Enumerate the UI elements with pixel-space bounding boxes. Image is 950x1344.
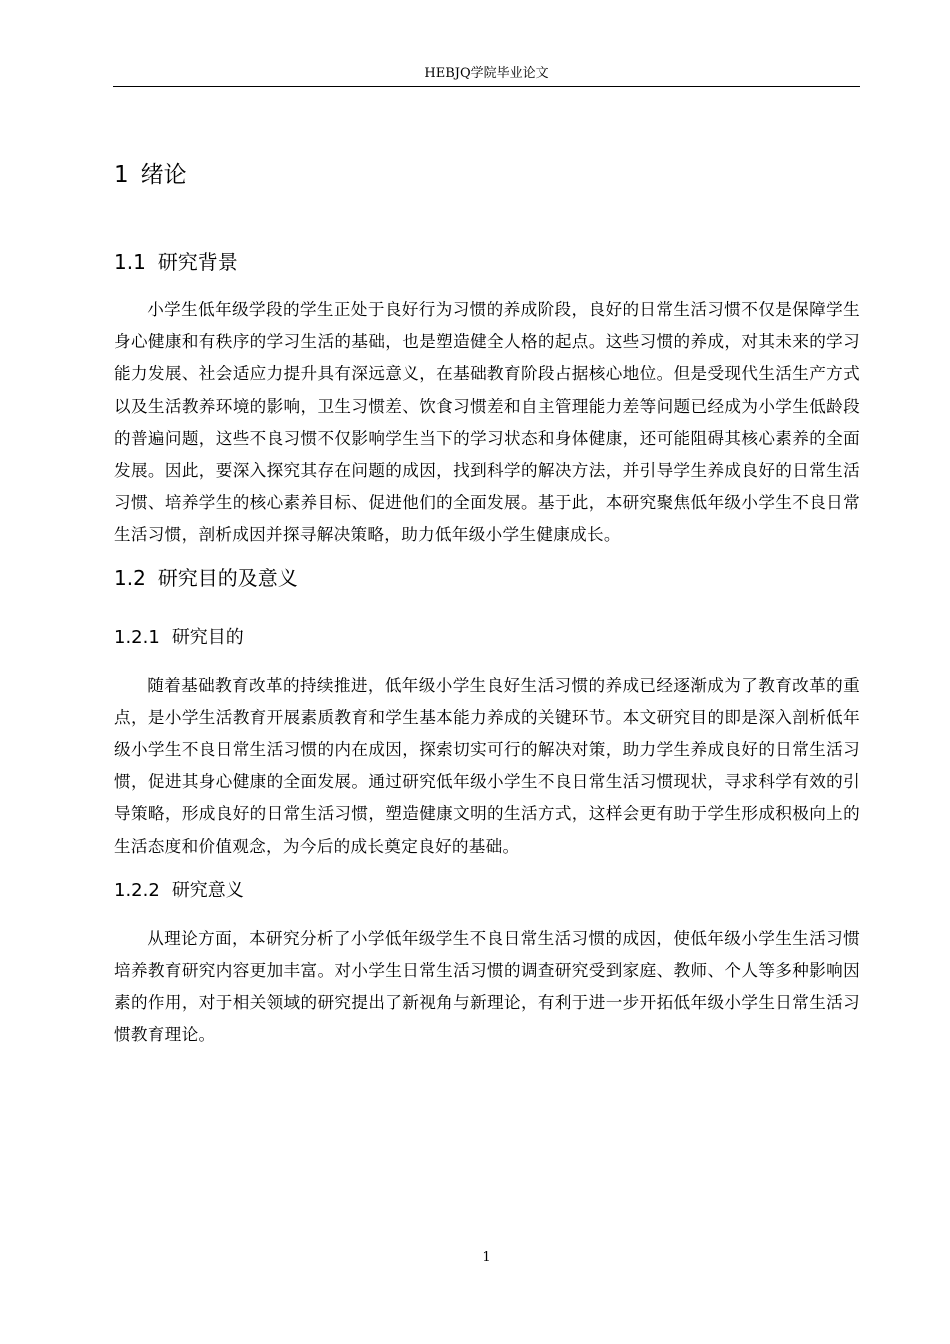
subsection-title: 研究意义 <box>171 879 244 901</box>
section-heading-1-2 <box>114 556 860 600</box>
chapter-number: 1 <box>114 162 129 188</box>
page-content <box>114 150 860 1052</box>
section-heading-1-1 <box>114 240 860 284</box>
section-number: 1.2 <box>114 565 146 590</box>
chapter-heading <box>114 150 860 200</box>
header-rule <box>113 86 860 87</box>
subsection-number: 1.2.1 <box>114 626 160 648</box>
section-number: 1.1 <box>114 250 146 274</box>
page-number: 1 <box>482 1250 491 1265</box>
chapter-title: 绪论 <box>140 162 187 188</box>
paragraph-research-significance: 从理论方面，本研究分析了小学低年级学生不良日常生活习惯的成因，使低年级小学生生活习惯培养教育研究内容更加丰富。对小学生日常生活习惯的调查研究受到家庭、教师、个人等多种影响因素的作用，对于相关领域的研究提出了新视角与新理论，有利于进一步开拓低年级小学生日常生活习惯教育理论。 <box>114 928 860 1045</box>
subsection-heading-1-2-1 <box>114 618 860 658</box>
paragraph-research-purpose: 随着基础教育改革的持续推进，低年级小学生良好生活习惯的养成已经逐渐成为了教育改革的重点，是小学生活教育开展素质教育和学生基本能力养成的关键环节。本文研究目的即是深入剖析低年级小学生不良日常生活习惯的内在成因，探索切实可行的解决对策，助力学生养成良好的日常生活习惯，促进其身心健康的全面发展。通过研究低年级小学生不良日常生活习惯现状，寻求科学有效的引导策略，形成良好的日常生活习惯，塑造健康文明的生活方式，这样会更有助于学生形成积极向上的生活态度和价值观念，为今后的成长奠定良好的基础。 <box>114 675 860 856</box>
subsection-heading-1-2-2 <box>114 871 860 911</box>
subsection-title: 研究目的 <box>171 626 244 648</box>
section-title: 研究背景 <box>157 250 238 274</box>
page-header: HEBJQ学院毕业论文 <box>424 66 549 81</box>
section-title: 研究目的及意义 <box>157 565 298 590</box>
subsection-number: 1.2.2 <box>114 879 160 901</box>
paragraph-research-background: 小学生低年级学段的学生正处于良好行为习惯的养成阶段，良好的日常生活习惯不仅是保障学生身心健康和有秩序的学习生活的基础，也是塑造健全人格的起点。这些习惯的养成，对其未来的学习能力发展、社会适应力提升具有深远意义，在基础教育阶段占据核心地位。但是受现代生活生产方式以及生活教养环境的影响，卫生习惯差、饮食习惯差和自主管理能力差等问题已经成为小学生低龄段的普遍问题，这些不良习惯不仅影响学生当下的学习状态和身体健康，还可能阻碍其核心素养的全面发展。因此，要深入探究其存在问题的成因，找到科学的解决方法，并引导学生养成良好的日常生活习惯、培养学生的核心素养目标、促进他们的全面发展。基于此，本研究聚焦低年级小学生不良日常生活习惯，剖析成因并探寻解决策略，助力低年级小学生健康成长。 <box>114 300 860 545</box>
